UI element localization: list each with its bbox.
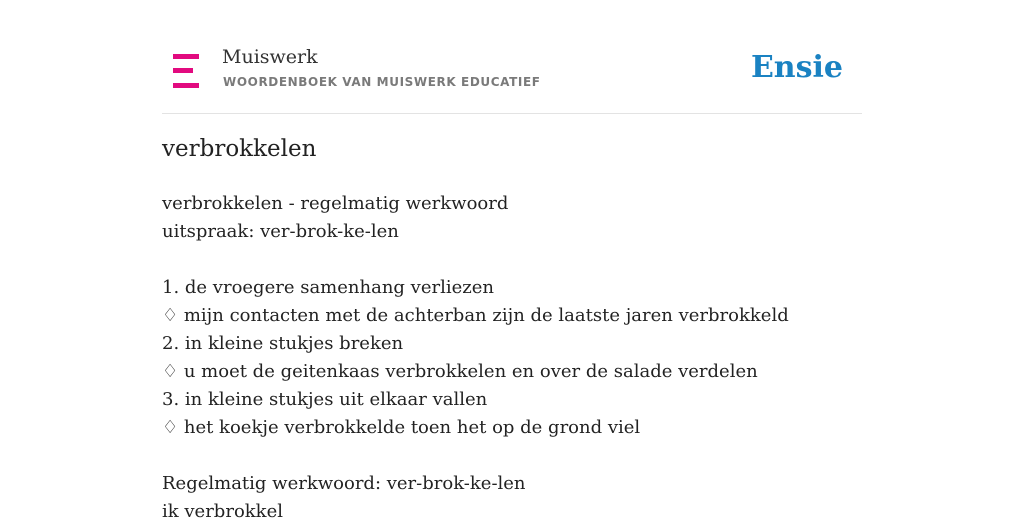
definition-line: verbrokkelen - regelmatig werkwoord [162,193,509,214]
definition-line: ♢ mijn contacten met de achterban zijn de laatste jaren verbrokkeld [162,305,789,326]
logo-bar-top [173,54,199,59]
definition-line: uitspraak: ver-brok-ke-len [162,221,399,242]
definition-line: 3. in kleine stukjes uit elkaar vallen [162,389,488,410]
definition-line: ik verbrokkel [162,501,283,522]
definition-line [162,246,862,274]
definition-line: Regelmatig werkwoord: ver-brok-ke-len [162,473,526,494]
brand-subtitle: WOORDENBOEK VAN MUISWERK EDUCATIEF [223,75,541,89]
definition-line [162,442,862,470]
definition-line: 1. de vroegere samenhang verliezen [162,277,494,298]
definition-line: ♢ het koekje verbrokkelde toen het op de grond viel [162,417,641,438]
definition-line: ♢ u moet de geitenkaas verbrokkelen en over de salade verdelen [162,361,758,382]
definition-line: 2. in kleine stukjes breken [162,333,404,354]
ensie-logo-link[interactable]: Ensie [750,50,843,85]
logo-bar-middle [173,68,193,73]
site-header [162,0,862,114]
muiswerk-logo-icon[interactable] [173,54,199,88]
page-container [162,0,862,522]
logo-bar-bottom [173,83,199,88]
entry-title: verbrokkelen [162,136,317,162]
definition-body [162,190,862,526]
brand-name[interactable]: Muiswerk [222,46,318,68]
